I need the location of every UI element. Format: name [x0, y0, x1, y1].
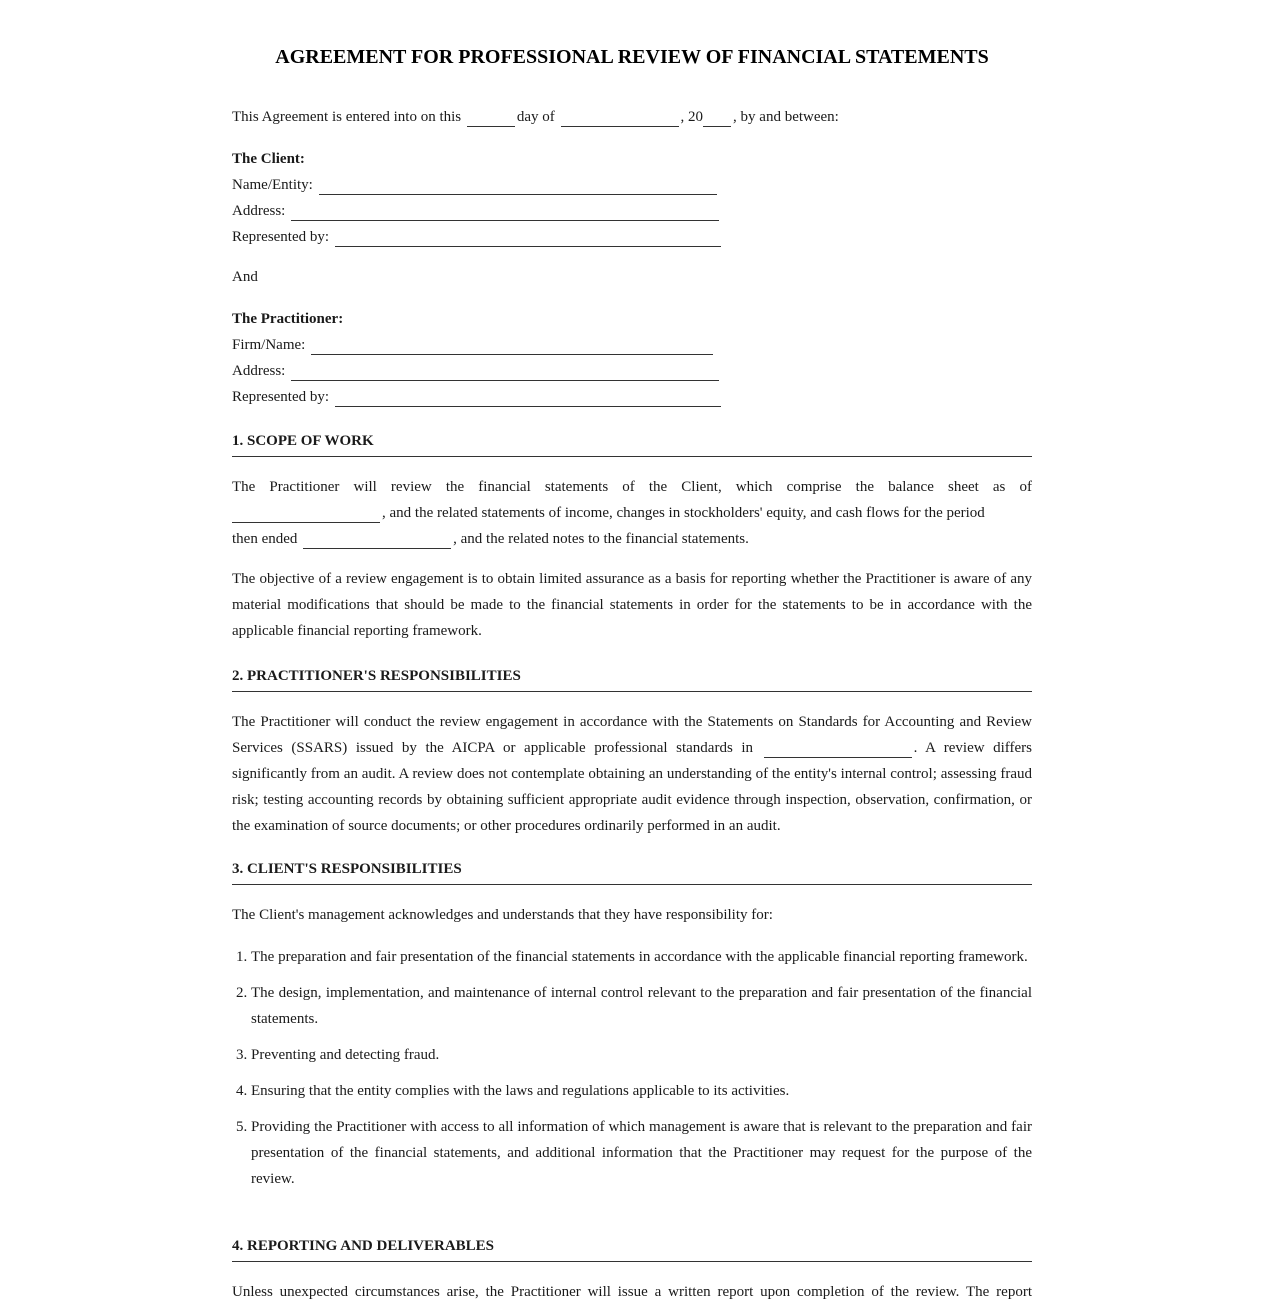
practitioner-address-row: [232, 358, 1032, 384]
year-blank[interactable]: [703, 108, 731, 127]
client-resp-intro: The Client's management acknowledges and understands that they have responsibility for:: [232, 907, 773, 923]
scope-p1-line-2: [232, 500, 1032, 526]
list-item-number: 2.: [236, 985, 248, 1001]
practitioner-block: [232, 306, 1032, 410]
client-name-label: Name/Entity:: [232, 177, 313, 193]
day-blank[interactable]: [467, 108, 515, 127]
intro-line: [232, 104, 1032, 130]
list-item-number: 3.: [236, 1047, 248, 1063]
list-item: [232, 944, 1032, 970]
month-blank[interactable]: [561, 108, 679, 127]
list-item-number: 5.: [236, 1119, 248, 1135]
list-item: [232, 1114, 1032, 1192]
list-item: [232, 1042, 1032, 1068]
balance-sheet-date-blank[interactable]: [232, 504, 380, 523]
intro-text-3: , 20: [680, 109, 704, 125]
scope-p1-line-1: The Practitioner will review the financial statements of the Client, which comprise the balance sheet as of: [232, 479, 1032, 495]
practitioner-paragraph: [232, 709, 1032, 839]
scope-p1-text-d: , and the related notes to the financial statements.: [453, 531, 749, 547]
practitioner-rep-field[interactable]: [335, 388, 721, 407]
document-title: AGREEMENT FOR PROFESSIONAL REVIEW OF FINANCIAL STATEMENTS: [275, 46, 989, 68]
practitioner-heading: The Practitioner:: [232, 311, 344, 327]
practitioner-p1-text-b: . A review differs significantly from an audit. A review does not contemplate obtaining an understanding of the entity's internal control; assessing fraud risk; testing accounting records by obtaining sufficient appropriate audit evidence through inspection, observation, confirmation, or the examination of source documents; or other procedures ordinarily performed in an audit.: [232, 740, 1033, 834]
client-block: [232, 146, 1032, 250]
scope-paragraph-1: [232, 474, 1032, 552]
list-item-number: 4.: [236, 1083, 248, 1099]
scope-p1-line-3: [232, 526, 1032, 552]
list-item-text: Providing the Practitioner with access to all information of which management is aware that is relevant to the preparation and fair presentation of the financial statements, and additional information that the Practitioner may request for the purpose of the review.: [251, 1119, 1032, 1187]
intro-text-4: , by and between:: [733, 109, 839, 125]
jurisdiction-blank[interactable]: [764, 739, 912, 758]
client-resp-list-wrapper: [232, 944, 1032, 1192]
client-address-row: [232, 198, 1032, 224]
client-address-field[interactable]: [291, 202, 719, 221]
reporting-paragraph: Unless unexpected circumstances arise, the Practitioner will issue a written report upon completion of the review. The report: [232, 1284, 1032, 1300]
client-address-label: Address:: [232, 203, 286, 219]
scope-paragraph-2: The objective of a review engagement is to obtain limited assurance as a basis for reporting whether the Practitioner is aware of any material modifications that should be made to the financial statements in order for the statements to be in accordance with the applicable financial reporting framework.: [232, 571, 1032, 639]
period-end-blank[interactable]: [303, 530, 451, 549]
practitioner-address-field[interactable]: [291, 362, 719, 381]
scope-p1-text-b: , and the related statements of income, changes in stockholders' equity, and cash flows for the period: [382, 505, 985, 521]
list-item: [232, 1078, 1032, 1104]
practitioner-rep-row: [232, 384, 1032, 410]
list-item: [232, 980, 1032, 1032]
practitioner-p1-text-a: The Practitioner will conduct the review engagement in accordance with the Statements on Standards for Accounting and Review Services (SSARS) issued by the AICPA or applicable professional standards in: [232, 714, 1032, 756]
section-reporting-heading: 4. REPORTING AND DELIVERABLES: [232, 1235, 1032, 1262]
client-rep-row: [232, 224, 1032, 250]
client-resp-list: [232, 944, 1032, 1192]
intro-text-1: This Agreement is entered into on this: [232, 109, 462, 125]
practitioner-name-field[interactable]: [311, 336, 713, 355]
practitioner-name-label: Firm/Name:: [232, 337, 306, 353]
list-item-text: Preventing and detecting fraud.: [251, 1047, 440, 1063]
practitioner-name-row: [232, 332, 1032, 358]
client-heading: The Client:: [232, 151, 305, 167]
scope-p1-text-c: then ended: [232, 531, 298, 547]
section-client-heading: 3. CLIENT'S RESPONSIBILITIES: [232, 858, 1032, 885]
practitioner-address-label: Address:: [232, 363, 286, 379]
client-rep-field[interactable]: [335, 228, 721, 247]
section-scope-heading: 1. SCOPE OF WORK: [232, 430, 1032, 457]
client-rep-label: Represented by:: [232, 229, 330, 245]
section-practitioner-heading: 2. PRACTITIONER'S RESPONSIBILITIES: [232, 665, 1032, 692]
list-item-text: The preparation and fair presentation of the financial statements in accordance with the applicable financial reporting framework.: [251, 949, 1028, 965]
practitioner-rep-label: Represented by:: [232, 389, 330, 405]
list-item-number: 1.: [236, 949, 248, 965]
list-item-text: Ensuring that the entity complies with the laws and regulations applicable to its activities.: [251, 1083, 790, 1099]
client-name-field[interactable]: [319, 176, 717, 195]
intro-text-2: day of: [516, 109, 555, 125]
and-text: And: [232, 269, 258, 285]
list-item-text: The design, implementation, and maintenance of internal control relevant to the preparation and fair presentation of the financial statements.: [251, 985, 1032, 1027]
client-name-row: [232, 172, 1032, 198]
